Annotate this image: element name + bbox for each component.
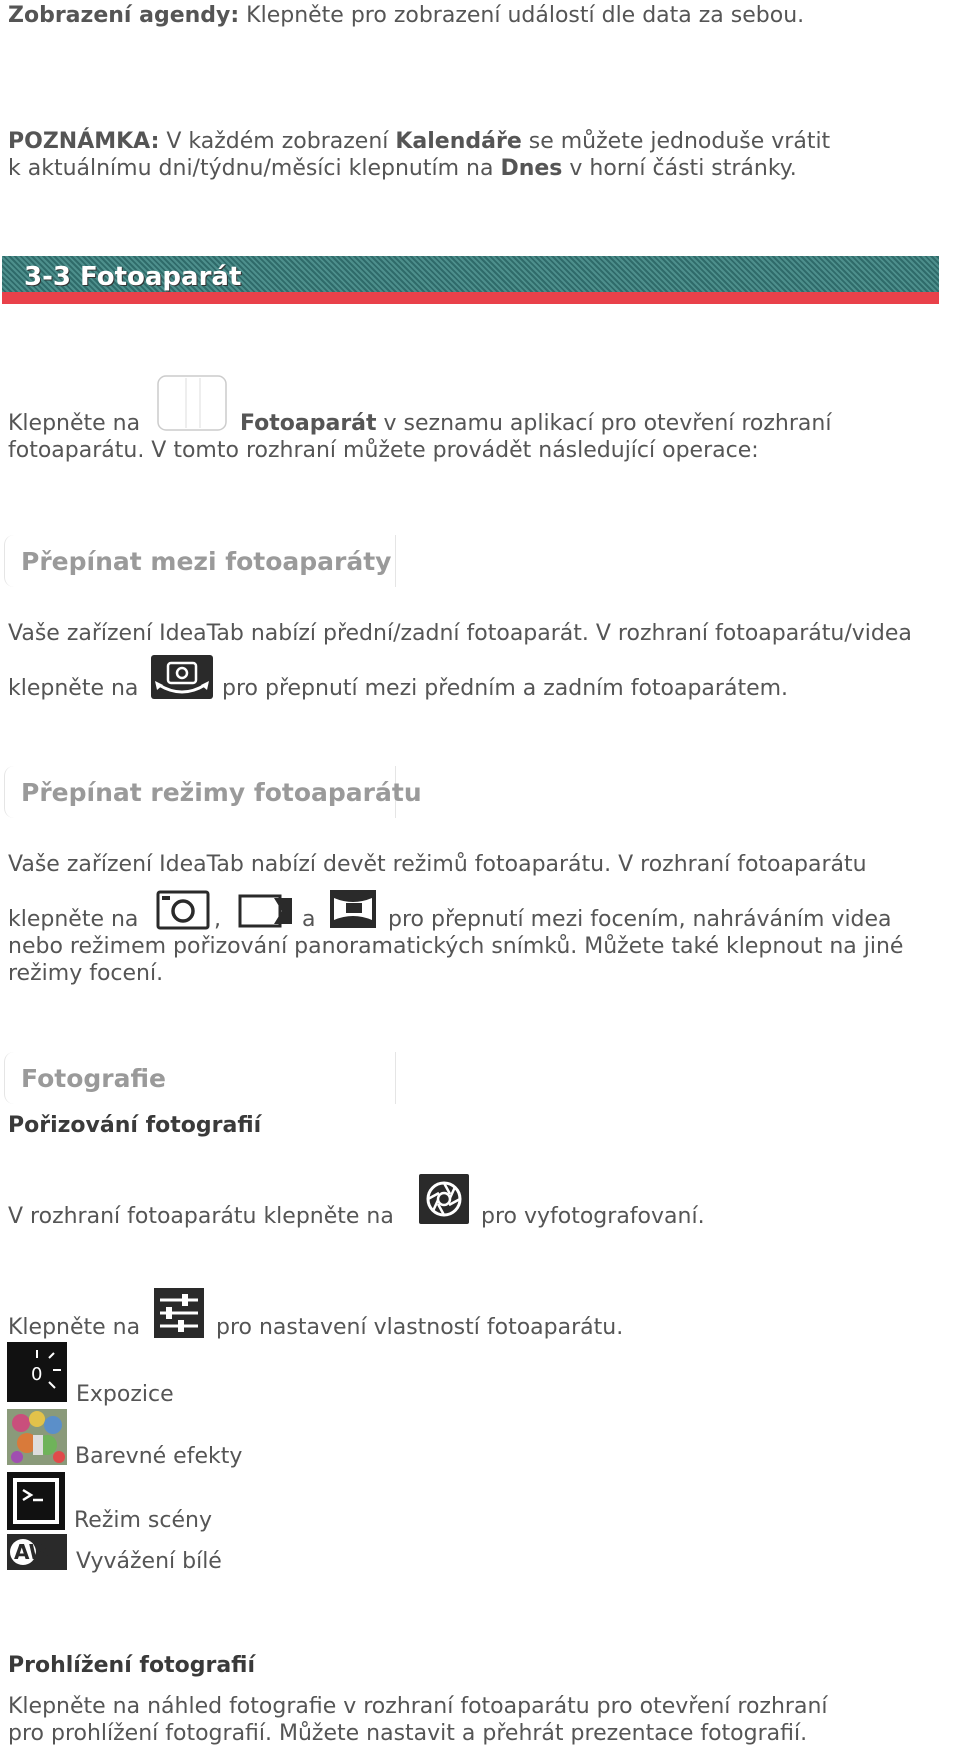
setting-exposure-label: Expozice — [76, 1382, 174, 1407]
modes-line-3: nebo režimem pořizování panoramatických snímků. Můžete také klepnout na jiné — [8, 934, 904, 959]
banner-stripe — [2, 292, 939, 304]
section-banner — [2, 256, 939, 304]
settings-sliders-icon — [154, 1288, 204, 1338]
scene-mode-icon — [7, 1472, 65, 1530]
exposure-value: 0 — [31, 1364, 43, 1385]
intro-line-2: fotoaparátu. V tomto rozhraní můžete provádět následující operace: — [8, 438, 759, 463]
white-balance-icon-text: AW — [14, 1540, 51, 1564]
settings-text-a: Klepněte na — [8, 1315, 141, 1340]
video-mode-icon — [238, 894, 294, 928]
subheading-box — [4, 1052, 396, 1104]
intro-camera-word: Fotoaparát — [240, 411, 377, 436]
modes-line-1: Vaše zařízení IdeaTab nabízí devět režimů fotoaparátu. V rozhraní fotoaparátu — [8, 852, 867, 877]
modes-text-b: pro přepnutí mezi focením, nahráváním videa — [388, 907, 892, 932]
camera-app-icon — [156, 374, 228, 432]
viewing-line-2: pro prohlížení fotografií. Můžete nastavit a přehrát prezentace fotografií. — [8, 1721, 808, 1746]
take-photo-text-b: pro vyfotografovaní. — [481, 1204, 705, 1229]
camera-modes-heading: Přepínat režimy fotoaparátu — [21, 778, 422, 807]
take-photo-text-a: V rozhraní fotoaparátu klepněte na — [8, 1204, 394, 1229]
panorama-mode-icon — [330, 890, 376, 928]
note-text-4: v horní části stránky. — [562, 156, 797, 181]
intro-text-a: Klepněte na — [8, 411, 141, 436]
note-text-2: se můžete jednoduše vrátit — [521, 129, 831, 154]
modes-and: a — [302, 907, 316, 932]
shutter-icon — [419, 1174, 469, 1224]
switch-camera-text-a: klepněte na — [8, 676, 139, 701]
color-effects-icon — [7, 1409, 67, 1465]
intro-text-c: v seznamu aplikací pro otevření rozhraní — [376, 411, 832, 436]
switch-camera-heading: Přepínat mezi fotoaparáty — [21, 547, 392, 576]
note-text-3: k aktuálnímu dni/týdnu/měsíci klepnutím na — [8, 156, 501, 181]
exposure-icon — [7, 1342, 67, 1402]
note-text-1: V každém zobrazení — [159, 129, 396, 154]
photo-mode-icon — [156, 890, 210, 930]
subheading-box — [4, 535, 396, 587]
viewing-photos-heading: Prohlížení fotografií — [8, 1653, 256, 1678]
agenda-paragraph — [8, 2, 804, 29]
section-title: 3-3 Fotoaparát — [24, 262, 242, 292]
modes-line-4: režimy focení. — [8, 961, 164, 986]
switch-camera-icon — [151, 655, 213, 699]
agenda-text: Klepněte pro zobrazení událostí dle data za sebou. — [239, 3, 805, 28]
setting-color-effects-label: Barevné efekty — [75, 1444, 243, 1469]
agenda-label: Zobrazení agendy: — [8, 3, 240, 28]
switch-camera-text-b: pro přepnutí mezi předním a zadním fotoaparátem. — [222, 676, 789, 701]
subheading-box — [4, 766, 422, 818]
setting-white-balance-label: Vyvážení bílé — [76, 1549, 222, 1574]
setting-scene-mode-label: Režim scény — [74, 1508, 212, 1533]
modes-text-a: klepněte na — [8, 907, 139, 932]
modes-comma: , — [214, 907, 221, 932]
switch-camera-line-1: Vaše zařízení IdeaTab nabízí přední/zadní fotoaparát. V rozhraní fotoaparátu/videa — [8, 621, 912, 646]
settings-text-b: pro nastavení vlastností fotoaparátu. — [216, 1315, 624, 1340]
note-calendar: Kalendáře — [395, 129, 522, 154]
intro-text-b-wrap — [240, 410, 831, 437]
viewing-line-1: Klepněte na náhled fotografie v rozhraní fotoaparátu pro otevření rozhraní — [8, 1694, 828, 1719]
note-line-2 — [8, 155, 797, 182]
white-balance-icon — [7, 1534, 67, 1570]
note-today: Dnes — [500, 156, 563, 181]
note-label: POZNÁMKA: — [8, 129, 160, 154]
note-line-1 — [8, 128, 830, 155]
photography-heading: Fotografie — [21, 1064, 166, 1093]
taking-photos-heading: Pořizování fotografií — [8, 1113, 262, 1138]
